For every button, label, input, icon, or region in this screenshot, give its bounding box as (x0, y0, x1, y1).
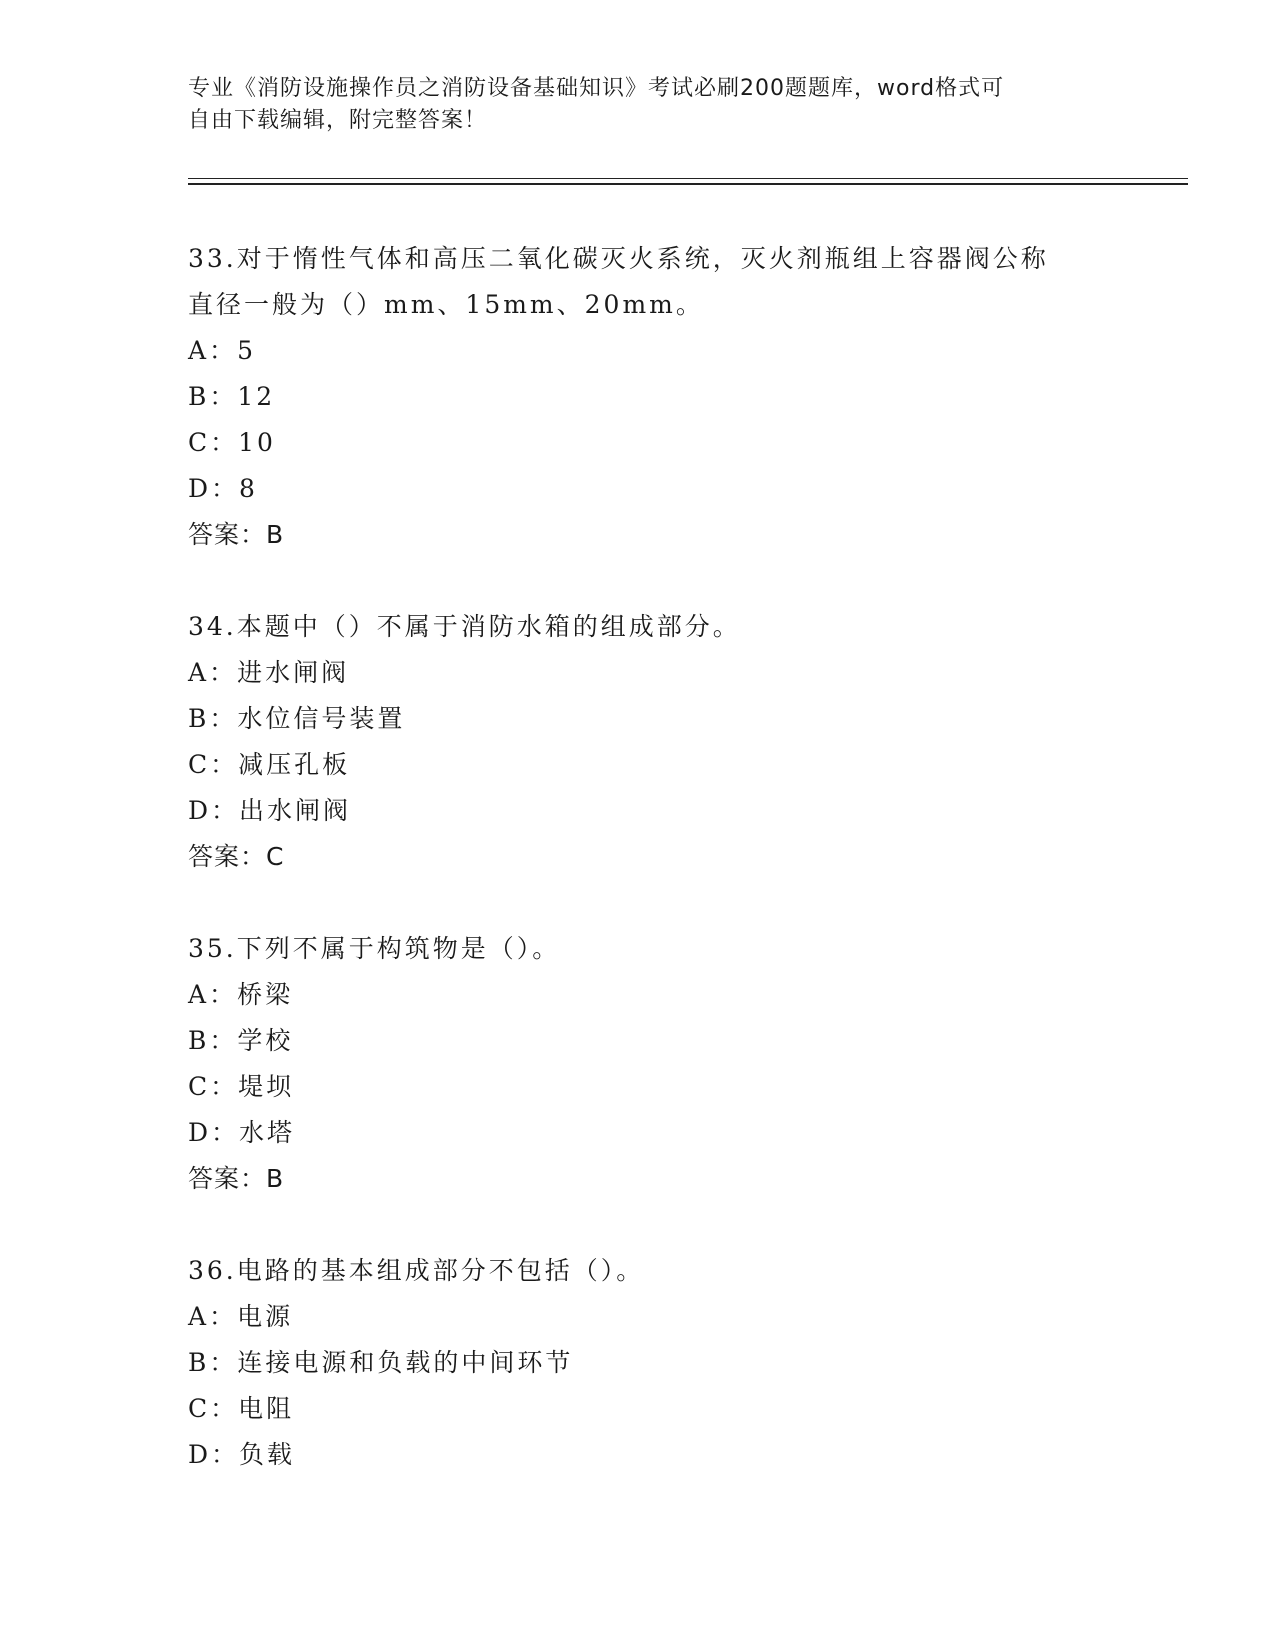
question-text (188, 926, 1088, 972)
option-a (188, 1294, 1088, 1340)
question-text (188, 1248, 1088, 1294)
option-key: B： (188, 704, 238, 733)
question-text-line: 直径一般为（）mm、15mm、20mm。 (188, 290, 704, 319)
option-value: 堤坝 (238, 1072, 295, 1101)
question-text-line: 34.本题中（）不属于消防水箱的组成部分。 (188, 612, 741, 641)
option-value: 10 (238, 428, 276, 457)
option-key: D： (188, 796, 240, 825)
question-text (188, 236, 1088, 328)
option-c (188, 1064, 1088, 1110)
option-key: D： (188, 474, 240, 503)
header-line-2: 自由下载编辑，附完整答案！ (188, 108, 488, 133)
option-value: 电阻 (238, 1394, 295, 1423)
header-divider-thick (188, 183, 1188, 185)
option-key: B： (188, 382, 238, 411)
option-d (188, 466, 1088, 512)
option-key: A： (188, 1302, 238, 1331)
option-value: 学校 (237, 1026, 294, 1055)
option-c (188, 420, 1088, 466)
option-value: 8 (239, 474, 258, 503)
option-d (188, 1110, 1088, 1156)
option-key: B： (188, 1348, 238, 1377)
option-value: 水位信号装置 (237, 704, 406, 733)
question-list (188, 236, 1088, 1524)
question-text (188, 604, 1088, 650)
option-b (188, 1340, 1088, 1386)
answer: 答案：B (188, 520, 285, 549)
option-value: 桥梁 (237, 980, 294, 1009)
option-value: 出水闸阀 (239, 796, 352, 825)
option-value: 连接电源和负载的中间环节 (237, 1348, 574, 1377)
option-key: C： (188, 1072, 239, 1101)
option-value: 5 (237, 336, 256, 365)
answer: 答案：C (188, 842, 285, 871)
option-c (188, 742, 1088, 788)
option-value: 电源 (237, 1302, 294, 1331)
header-line-1: 专业《消防设施操作员之消防设备基础知识》考试必刷200题题库，word格式可 (188, 76, 1005, 101)
question-33 (188, 236, 1088, 558)
question-text-line: 35.下列不属于构筑物是（）。 (188, 934, 561, 963)
option-value: 进水闸阀 (237, 658, 350, 687)
option-key: B： (188, 1026, 238, 1055)
option-d (188, 1432, 1088, 1478)
option-key: A： (188, 336, 238, 365)
option-d (188, 788, 1088, 834)
question-text-line: 36.电路的基本组成部分不包括（）。 (188, 1256, 645, 1285)
option-b (188, 696, 1088, 742)
option-value: 负载 (239, 1440, 296, 1469)
question-35 (188, 926, 1088, 1202)
option-b (188, 374, 1088, 420)
option-c (188, 1386, 1088, 1432)
option-b (188, 1018, 1088, 1064)
question-36 (188, 1248, 1088, 1478)
option-key: C： (188, 1394, 239, 1423)
option-a (188, 972, 1088, 1018)
document-header (188, 73, 1088, 137)
option-value: 12 (237, 382, 276, 411)
option-key: C： (188, 428, 239, 457)
answer: 答案：B (188, 1164, 285, 1193)
question-text-line: 33.对于惰性气体和高压二氧化碳灭火系统，灭火剂瓶组上容器阀公称 (188, 244, 1049, 273)
option-key: D： (188, 1440, 240, 1469)
option-a (188, 328, 1088, 374)
option-key: A： (188, 980, 238, 1009)
option-key: A： (188, 658, 238, 687)
option-value: 水塔 (239, 1118, 296, 1147)
option-a (188, 650, 1088, 696)
question-34 (188, 604, 1088, 880)
option-key: C： (188, 750, 239, 779)
header-divider-thin (188, 178, 1188, 179)
option-key: D： (188, 1118, 240, 1147)
option-value: 减压孔板 (238, 750, 351, 779)
